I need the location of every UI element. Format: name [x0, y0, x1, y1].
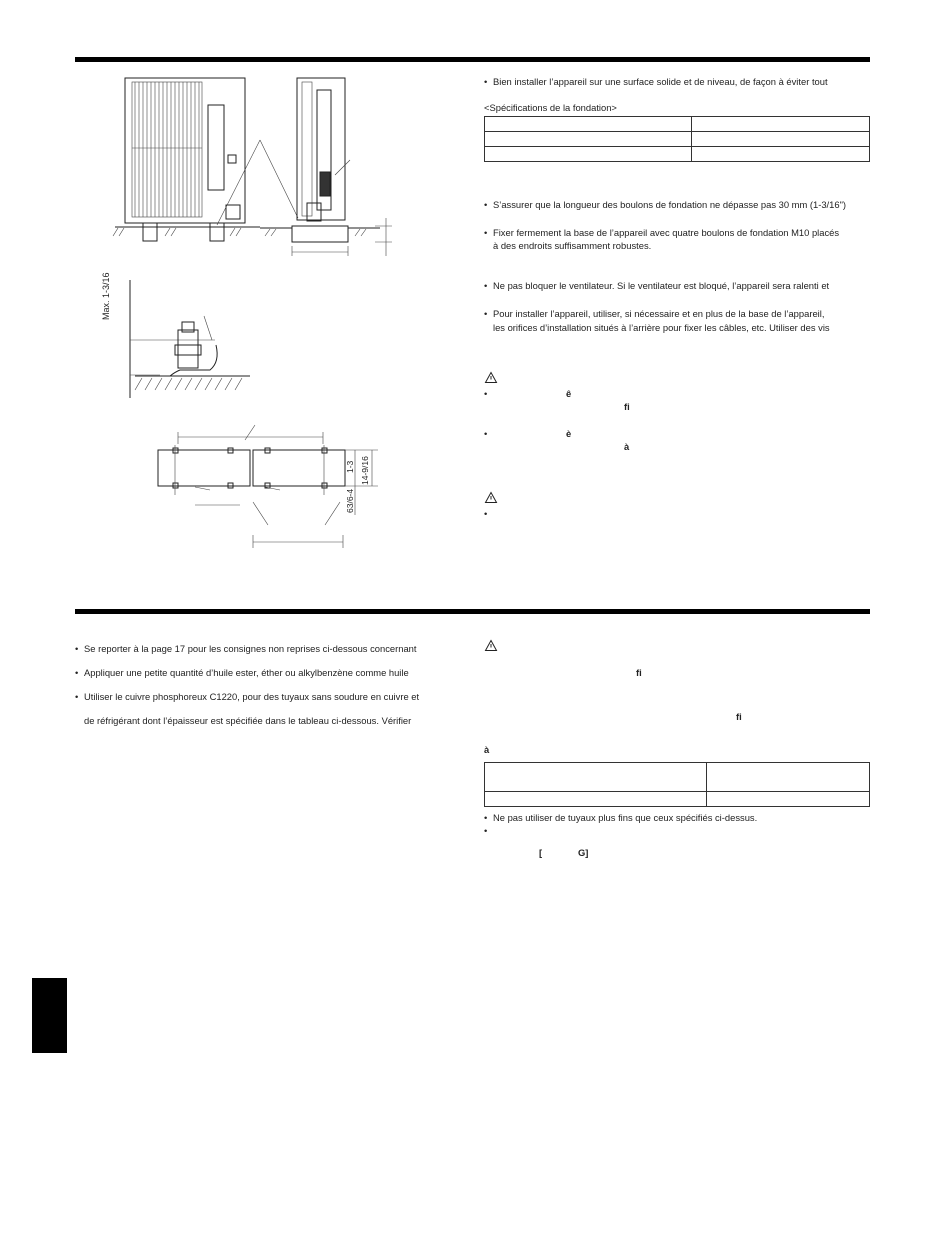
dim-label-1: 1-3 — [345, 460, 355, 473]
bullet-marker: • — [484, 508, 488, 519]
fragment-fi: fi — [736, 711, 742, 722]
foundation-spec-title: <Spécifications de la fondation> — [484, 102, 617, 113]
fan-grille — [132, 82, 202, 217]
base-plan-diagram — [150, 420, 380, 550]
max-dimension-label: Max. 1-3/16 — [101, 272, 111, 320]
fragment-bracket: [ — [539, 847, 543, 858]
dim-label-2: 14-9/16 — [360, 456, 370, 485]
bullet-marker: • — [484, 825, 488, 836]
text-no-thinner-pipes: • Ne pas utiliser de tuyaux plus fins que ceux spécifiés ci-dessus. — [493, 811, 757, 824]
text-apply-oil: • Appliquer une petite quantité d’huile ester, éther ou alkylbenzène comme huile — [84, 666, 409, 679]
text-fan-block: • Ne pas bloquer le ventilateur. Si le ventilateur est bloqué, l’appareil sera ralenti et — [493, 279, 829, 292]
bullet-marker: • — [484, 388, 488, 399]
text-install-holes: • Pour installer l’appareil, utiliser, si nécessaire et en plus de la base de l’appareil, — [493, 307, 824, 320]
fragment-e-circumflex: ê — [566, 388, 572, 399]
text-fix-base-cont: à des endroits suffisamment robustes. — [493, 240, 652, 251]
fragment-e-grave: è — [566, 428, 572, 439]
text-see-page-17: • Se reporter à la page 17 pour les consignes non reprises ci-dessous concernant — [84, 642, 417, 655]
text-copper-pipes-cont: de réfrigérant dont l’épaisseur est spécifiée dans le tableau ci-dessous. Vérifier — [84, 715, 412, 726]
text-bolt-length: • S’assurer que la longueur des boulons de fondation ne dépasse pas 30 mm (1-3/16") — [493, 198, 846, 211]
text-install-holes-cont: les orifices d’installation situés à l’arrière pour fixer les câbles, etc. Utiliser des vis — [493, 322, 830, 333]
dim-label-3: 63/6-4 — [345, 488, 355, 513]
warning-triangle-icon — [485, 492, 497, 503]
outdoor-unit-diagram — [110, 70, 410, 260]
foundation-spec-table — [484, 116, 870, 162]
warning-triangle-icon — [485, 640, 497, 651]
language-tab — [32, 978, 67, 1053]
text-install-surface: • Bien installer l’appareil sur une surface solide et de niveau, de façon à éviter tout — [493, 75, 828, 88]
fragment-fi: fi — [624, 401, 630, 412]
pipe-thickness-table — [484, 762, 870, 807]
section-rule-middle — [75, 609, 870, 614]
fragment-a-grave: à — [484, 744, 490, 755]
text-fix-base: • Fixer fermement la base de l’appareil avec quatre boulons de fondation M10 placés — [493, 226, 839, 239]
warning-triangle-icon — [485, 372, 497, 383]
fragment-g-bracket: G] — [578, 847, 589, 858]
text-copper-pipes: • Utiliser le cuivre phosphoreux C1220, pour des tuyaux sans soudure en cuivre et — [84, 690, 419, 703]
section-rule-top — [75, 57, 870, 62]
bullet-marker: • — [484, 428, 488, 439]
fragment-a-grave: à — [624, 441, 630, 452]
foundation-bolt-diagram — [120, 280, 260, 410]
fragment-fi: fi — [636, 667, 642, 678]
